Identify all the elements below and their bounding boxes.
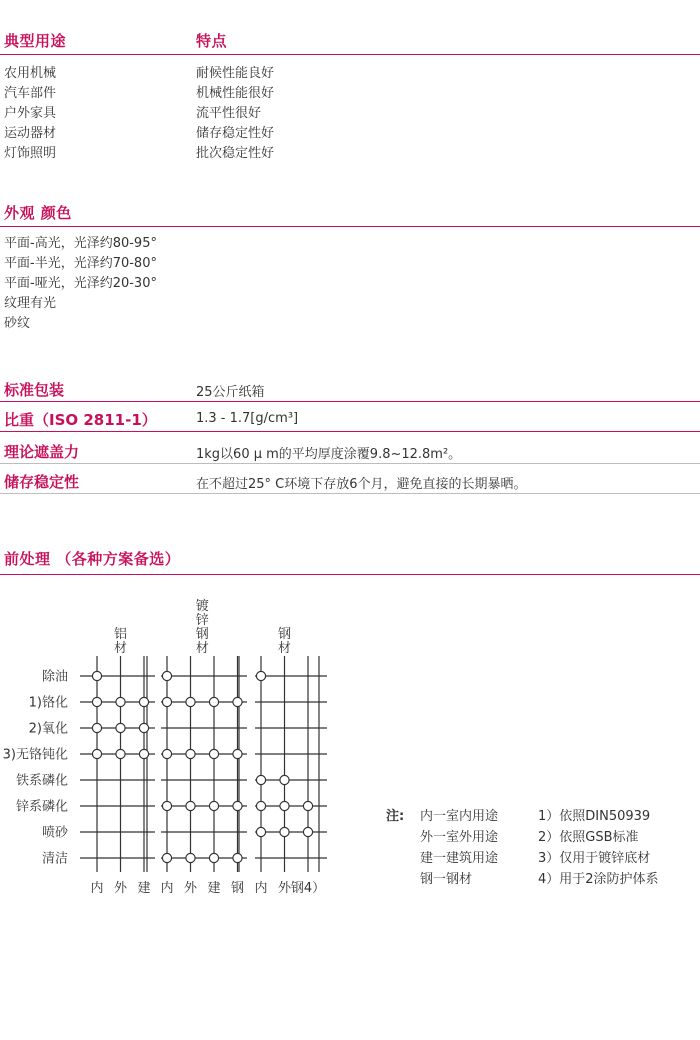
process-mark xyxy=(303,827,312,836)
footnote-item: 2）依照GSB标准 xyxy=(538,830,639,845)
density-label: 比重（ISO 2811-1） xyxy=(4,411,157,429)
process-mark xyxy=(256,775,265,784)
notes-label: 注: xyxy=(386,809,405,824)
packaging-label: 标准包装 xyxy=(4,381,65,399)
appearance-item: 砂纹 xyxy=(4,316,31,331)
process-mark xyxy=(233,801,242,810)
row-label: 3)无铬钝化 xyxy=(2,747,68,763)
process-mark xyxy=(186,801,195,810)
usage-item: 农用机械 xyxy=(4,66,57,81)
process-mark xyxy=(256,671,265,680)
coverage-label: 理论遮盖力 xyxy=(4,443,80,461)
process-mark xyxy=(186,853,195,862)
process-mark xyxy=(280,827,289,836)
footnote-item: 1）依照DIN50939 xyxy=(538,809,651,824)
process-mark xyxy=(209,697,218,706)
column-label: 外 xyxy=(183,881,198,896)
column-label: 钢4） xyxy=(290,881,326,896)
process-mark xyxy=(256,827,265,836)
storage-label: 储存稳定性 xyxy=(4,473,80,491)
process-mark xyxy=(280,801,289,810)
section-divider xyxy=(0,401,700,402)
row-label: 1)铬化 xyxy=(28,695,68,711)
process-mark xyxy=(116,723,125,732)
process-mark xyxy=(162,671,171,680)
usage-title: 典型用途 xyxy=(4,32,67,50)
group-header-char: 材 xyxy=(277,641,292,656)
pretreatment-title: 前处理 （各种方案备选） xyxy=(4,550,181,568)
column-label: 外 xyxy=(113,881,128,896)
storage-value: 在不超过25° C环境下存放6个月，避免直接的长期暴晒。 xyxy=(196,477,527,492)
appearance-item: 纹理有光 xyxy=(4,296,57,311)
process-mark xyxy=(139,697,148,706)
process-mark xyxy=(233,853,242,862)
process-mark xyxy=(162,853,171,862)
process-mark xyxy=(233,749,242,758)
process-mark xyxy=(92,671,101,680)
group-header-char: 钢 xyxy=(277,627,292,642)
row-label: 清洁 xyxy=(41,851,68,867)
row-label: 锌系磷化 xyxy=(15,799,68,815)
footnote-list xyxy=(538,806,659,890)
density-value: 1.3 - 1.7[g/cm³] xyxy=(196,411,299,426)
feature-item: 机械性能很好 xyxy=(196,86,275,101)
group-header-char: 铝 xyxy=(113,627,128,642)
appearance-item: 平面-哑光，光泽约20-30° xyxy=(4,276,157,291)
process-mark xyxy=(209,801,218,810)
usage-item: 灯饰照明 xyxy=(4,146,57,161)
appearance-item: 平面-高光，光泽约80-95° xyxy=(4,236,157,251)
legend-list xyxy=(420,806,498,890)
legend-item: 建一建筑用途 xyxy=(420,851,499,866)
section-divider xyxy=(0,431,700,432)
group-header-char: 锌 xyxy=(195,613,209,628)
group-header-char: 镀 xyxy=(195,599,209,614)
feature-item: 储存稳定性好 xyxy=(196,126,275,141)
appearance-item: 平面-半光，光泽约70-80° xyxy=(4,256,157,271)
column-label: 外 xyxy=(277,881,292,896)
process-mark xyxy=(116,697,125,706)
process-mark xyxy=(162,801,171,810)
features-title: 特点 xyxy=(196,32,228,50)
appearance-list xyxy=(4,234,157,334)
section-divider xyxy=(0,463,700,464)
footnote-item: 3）仅用于镀锌底材 xyxy=(538,851,651,866)
features-list xyxy=(196,64,274,164)
process-mark xyxy=(92,697,101,706)
group-header-char: 材 xyxy=(113,641,128,656)
coverage-value: 1kg以60 μ m的平均厚度涂覆9.8~12.8m²。 xyxy=(196,447,462,462)
process-mark xyxy=(209,749,218,758)
process-mark xyxy=(116,749,125,758)
process-mark xyxy=(233,697,242,706)
section-divider xyxy=(0,574,700,575)
group-header-char: 材 xyxy=(195,641,209,656)
process-mark xyxy=(209,853,218,862)
row-label: 除油 xyxy=(41,669,68,685)
usage-item: 户外家具 xyxy=(4,106,57,121)
usage-list xyxy=(4,64,56,164)
section-divider xyxy=(0,226,700,227)
process-mark xyxy=(256,801,265,810)
legend-item: 钢一钢材 xyxy=(420,872,473,887)
process-mark xyxy=(139,723,148,732)
process-mark xyxy=(139,749,148,758)
column-label: 建 xyxy=(137,881,151,896)
feature-item: 流平性很好 xyxy=(196,106,262,121)
process-mark xyxy=(303,801,312,810)
column-label: 内 xyxy=(254,881,268,896)
section-divider xyxy=(0,54,700,55)
section-divider xyxy=(0,493,700,494)
row-label: 2)氧化 xyxy=(28,721,68,737)
packaging-value: 25公斤纸箱 xyxy=(196,385,265,400)
row-label: 喷砂 xyxy=(41,825,68,841)
column-label: 内 xyxy=(160,881,174,896)
column-label: 建 xyxy=(207,881,221,896)
legend-item: 内一室内用途 xyxy=(420,809,499,824)
process-mark xyxy=(92,723,101,732)
row-label: 铁系磷化 xyxy=(15,773,68,789)
process-mark xyxy=(280,775,289,784)
column-label: 内 xyxy=(90,881,104,896)
process-mark xyxy=(162,697,171,706)
group-header-char: 钢 xyxy=(195,627,209,642)
process-mark xyxy=(186,697,195,706)
legend-item: 外一室外用途 xyxy=(420,830,499,845)
appearance-title: 外观 颜色 xyxy=(4,204,72,222)
footnote-item: 4）用于2涂防护体系 xyxy=(538,872,659,887)
process-mark xyxy=(186,749,195,758)
process-mark xyxy=(162,749,171,758)
feature-item: 耐候性能良好 xyxy=(196,66,275,81)
column-label: 钢 xyxy=(230,881,245,896)
usage-item: 运动器材 xyxy=(4,126,57,141)
process-mark xyxy=(92,749,101,758)
usage-item: 汽车部件 xyxy=(4,86,57,101)
feature-item: 批次稳定性好 xyxy=(196,146,275,161)
